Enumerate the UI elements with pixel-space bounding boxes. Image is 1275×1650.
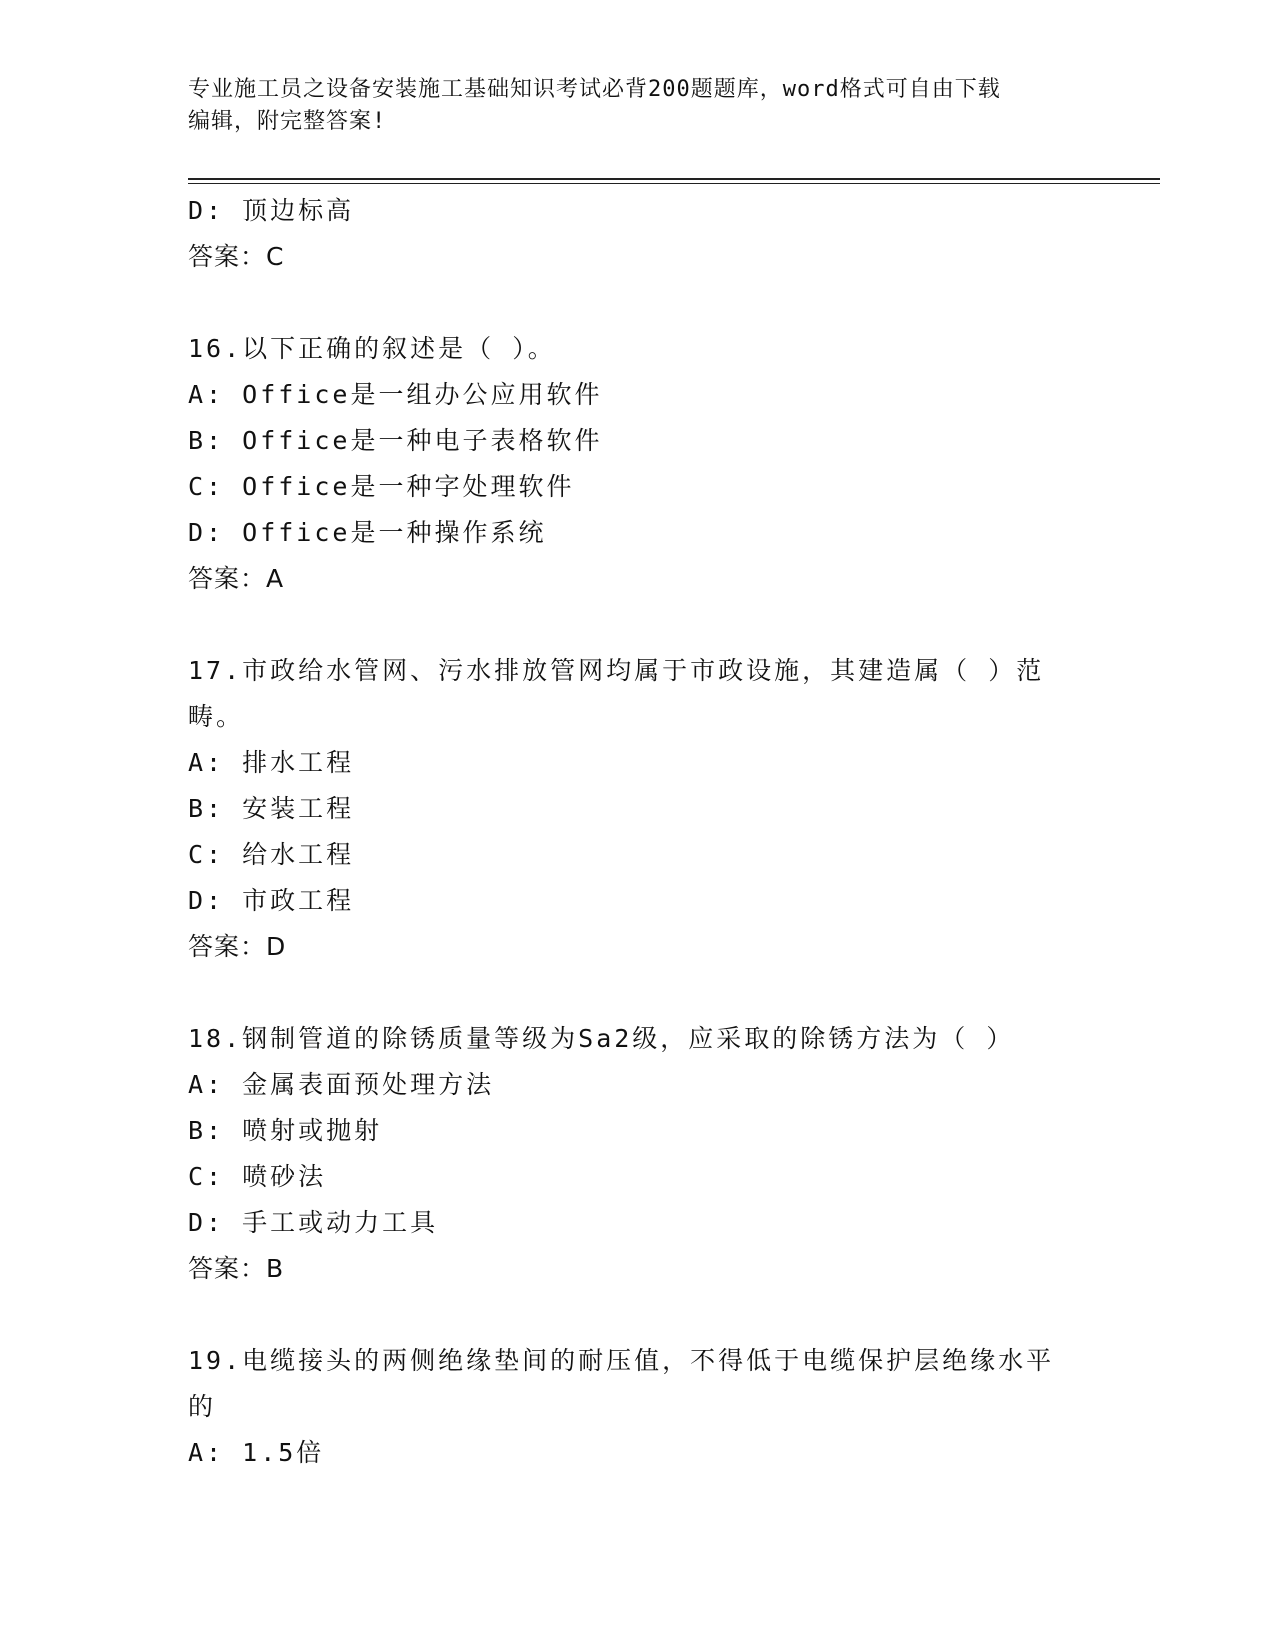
option-c: C: 给水工程 [188, 840, 355, 869]
question-stem: 18.钢制管道的除锈质量等级为Sa2级，应采取的除锈方法为（ ） [188, 1024, 1015, 1053]
document-header [188, 74, 1088, 138]
answer-line: 答案：C [188, 242, 285, 271]
question-15-tail [188, 188, 1088, 280]
header-divider-thick [188, 178, 1160, 180]
question-16 [188, 326, 1088, 602]
header-divider-thin [188, 183, 1160, 184]
answer-line: 答案：B [188, 1254, 285, 1283]
option-d: D: 市政工程 [188, 886, 355, 915]
option-c: C: 喷砂法 [188, 1162, 327, 1191]
option-a: A: 金属表面预处理方法 [188, 1070, 495, 1099]
answer-line: 答案：A [188, 564, 285, 593]
spacer [188, 602, 1088, 648]
spacer [188, 1292, 1088, 1338]
document-body [188, 188, 1088, 1476]
header-title-line-2: 编辑，附完整答案! [188, 109, 387, 134]
option-b: B: 安装工程 [188, 794, 355, 823]
option-b: B: Office是一种电子表格软件 [188, 426, 603, 455]
option-a: A: Office是一组办公应用软件 [188, 380, 603, 409]
header-title-line-1: 专业施工员之设备安装施工基础知识考试必背200题题库，word格式可自由下载 [188, 77, 1001, 102]
option-d: D: Office是一种操作系统 [188, 518, 547, 547]
option-b: B: 喷射或抛射 [188, 1116, 383, 1145]
answer-line: 答案：D [188, 932, 287, 961]
question-19 [188, 1338, 1088, 1476]
question-stem: 17.市政给水管网、污水排放管网均属于市政设施，其建造属（ ）范 [188, 656, 1045, 685]
option-a: A: 1.5倍 [188, 1438, 325, 1467]
option-a: A: 排水工程 [188, 748, 355, 777]
option-c: C: Office是一种字处理软件 [188, 472, 575, 501]
question-stem: 16.以下正确的叙述是（ ）。 [188, 334, 556, 363]
question-stem: 19.电缆接头的两侧绝缘垫间的耐压值，不得低于电缆保护层绝缘水平 [188, 1346, 1055, 1375]
spacer [188, 280, 1088, 326]
option-d: D: 手工或动力工具 [188, 1208, 439, 1237]
question-stem-continued: 畴。 [188, 702, 245, 731]
question-17 [188, 648, 1088, 970]
question-stem-continued: 的 [188, 1392, 217, 1421]
option-d: D: 顶边标高 [188, 196, 355, 225]
question-18 [188, 1016, 1088, 1292]
spacer [188, 970, 1088, 1016]
